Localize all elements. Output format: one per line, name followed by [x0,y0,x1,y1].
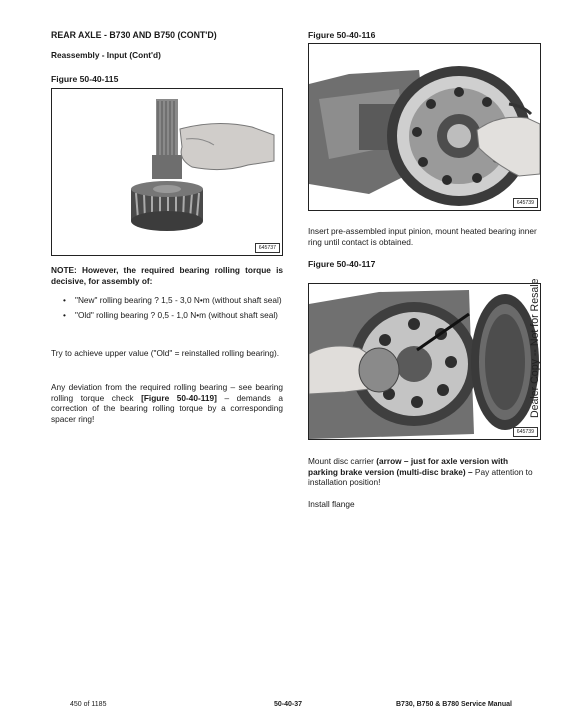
caption-text-c: Pay attention to installation position! [308,466,533,488]
figure-label-116: Figure 50-40-116 [308,30,376,40]
bullet-icon: • [63,295,66,305]
note-block [51,265,283,286]
bullet-icon: • [63,309,66,320]
note-body: However, the required bearing rolling torque is decisive, for assembly of: [51,265,283,286]
list-item [51,295,283,306]
figure-117-tag: 645739 [513,427,538,437]
deviation-text-b: – demands a correction of the bearing rolling torque by a corresponding spacer ring! [51,392,283,424]
footer-page-number: 50-40-37 [274,701,303,708]
deviation-text-a: Any deviation from the required rolling bearing – see bearing rolling torque check [51,382,283,403]
subsection-title: Reassembly - Input (Cont'd) [51,50,161,60]
figure-116-caption: Insert pre-assembled input pinion, mount heated bearing inner ring until contact is obtained. [308,226,537,247]
figure-115-photo [51,88,283,256]
footer-manual-title: B730, B750 & B780 Service Manual [396,701,512,708]
note-title: NOTE: [51,265,77,275]
section-title: REAR AXLE - B730 AND B750 (CONT'D) [51,30,217,40]
dealer-copy-watermark: Dealer Copy -- Not for Resale [529,278,541,418]
bullet-text: "Old" rolling bearing ? 0,5 - 1,0 N•m (without shaft seal) [75,309,278,320]
paragraph-upper-value: Try to achieve upper value ("Old" = reinstalled rolling bearing). [51,348,280,358]
install-flange-text: Install flange [308,499,355,509]
figure-117-photo [308,283,541,440]
figure-label-115: Figure 50-40-115 [51,74,119,84]
caption-text-a: Mount disc carrier [308,456,377,466]
figure-115-tag: 645737 [255,243,280,253]
figure-116-photo [308,43,541,211]
bullet-list [51,295,283,324]
footer-page-count: 450 of 1185 [70,701,107,708]
list-item [51,310,283,321]
figure-reference-link[interactable]: [Figure 50-40-119] [141,392,217,403]
bullet-text: "New" rolling bearing ? 1,5 - 3,0 N•m (without shaft seal) [75,295,282,305]
note-text [51,265,283,286]
paragraph-deviation [51,382,283,424]
figure-116-tag: 645739 [513,198,538,208]
figure-label-117: Figure 50-40-117 [308,259,376,269]
caption-bold-text: (arrow – just for axle version with parking brake version (multi-disc brake) – [308,456,509,477]
figure-117-caption [308,456,540,488]
